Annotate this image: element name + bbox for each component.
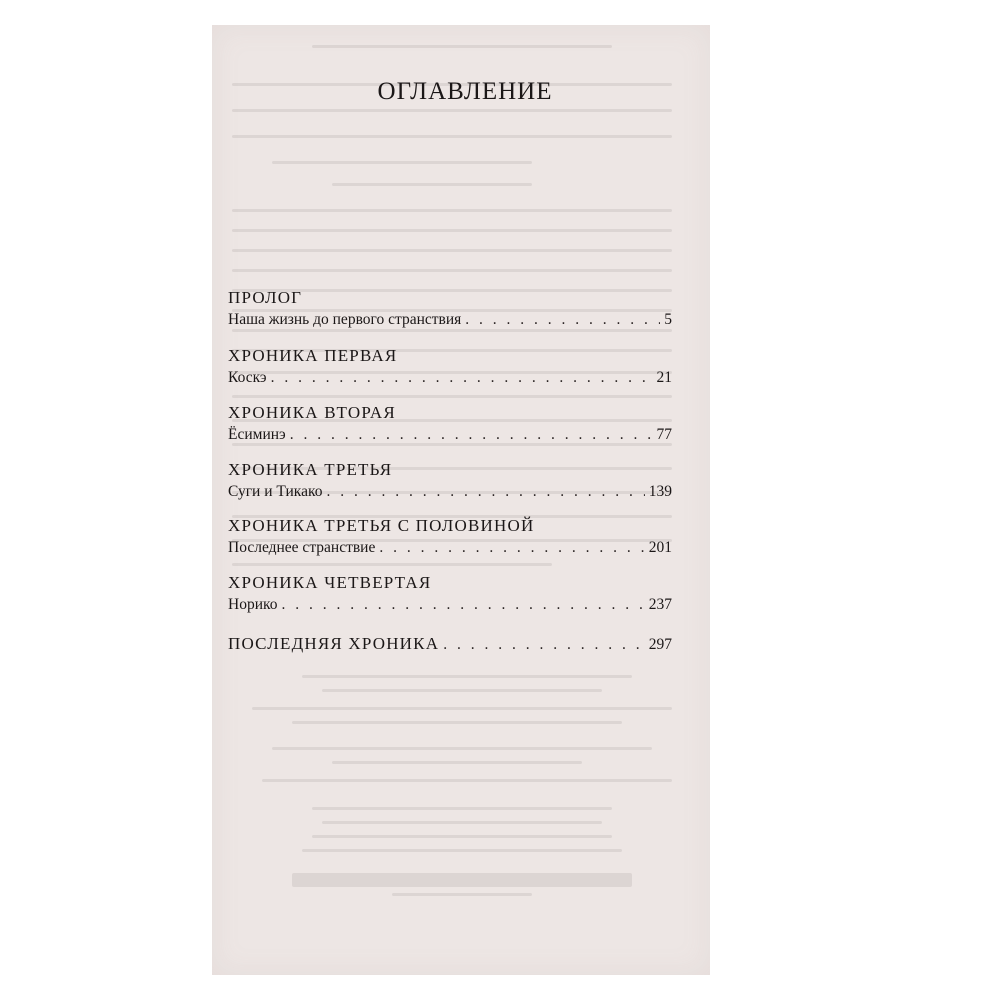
entry-page-number: 21 [656,369,672,386]
entry-page-number: 237 [648,596,672,613]
toc-entry [228,633,672,655]
section-heading: ХРОНИКА ТРЕТЬЯ [228,460,393,479]
toc-entry [228,537,672,559]
entry-title: Суги и Тикако [228,483,323,500]
book-page [212,25,710,975]
entry-title: Наша жизнь до первого странствия [228,311,462,328]
entry-title: Ёсиминэ [228,426,286,443]
leader-dots [465,309,660,331]
leader-dots [271,367,653,389]
toc-section-chronicle-2 [228,402,672,446]
toc-entry [228,594,672,616]
toc-section-chronicle-4 [228,572,672,616]
section-heading: ПОСЛЕДНЯЯ ХРОНИКА [228,634,440,653]
leader-dots [379,537,644,559]
toc-section-chronicle-3-5 [228,515,672,559]
leader-dots [443,634,645,656]
entry-page-number: 139 [648,483,672,500]
toc-section-final-chronicle [228,633,672,655]
leader-dots [290,424,653,446]
toc-section-chronicle-3 [228,459,672,503]
toc-entry [228,424,672,446]
section-heading: ХРОНИКА ТРЕТЬЯ С ПОЛОВИНОЙ [228,516,535,535]
toc-section-chronicle-1 [228,345,672,389]
table-of-contents [228,49,672,653]
section-heading: ХРОНИКА ВТОРАЯ [228,403,396,422]
leader-dots [281,594,644,616]
entry-page-number: 77 [656,426,672,443]
toc-entry [228,367,672,389]
toc-title: ОГЛАВЛЕНИЕ [377,78,553,105]
section-heading: ХРОНИКА ЧЕТВЕРТАЯ [228,573,432,592]
entry-page-number: 297 [648,636,672,653]
entry-page-number: 5 [664,311,672,328]
toc-entry [228,481,672,503]
toc-section-prologue [228,287,672,331]
section-heading: ХРОНИКА ПЕРВАЯ [228,346,398,365]
toc-entry [228,309,672,331]
entry-title: Норико [228,596,278,613]
entry-page-number: 201 [648,539,672,556]
entry-title: Последнее странствие [228,539,376,556]
section-heading: ПРОЛОГ [228,288,303,307]
entry-title: Коскэ [228,369,267,386]
leader-dots [326,481,644,503]
